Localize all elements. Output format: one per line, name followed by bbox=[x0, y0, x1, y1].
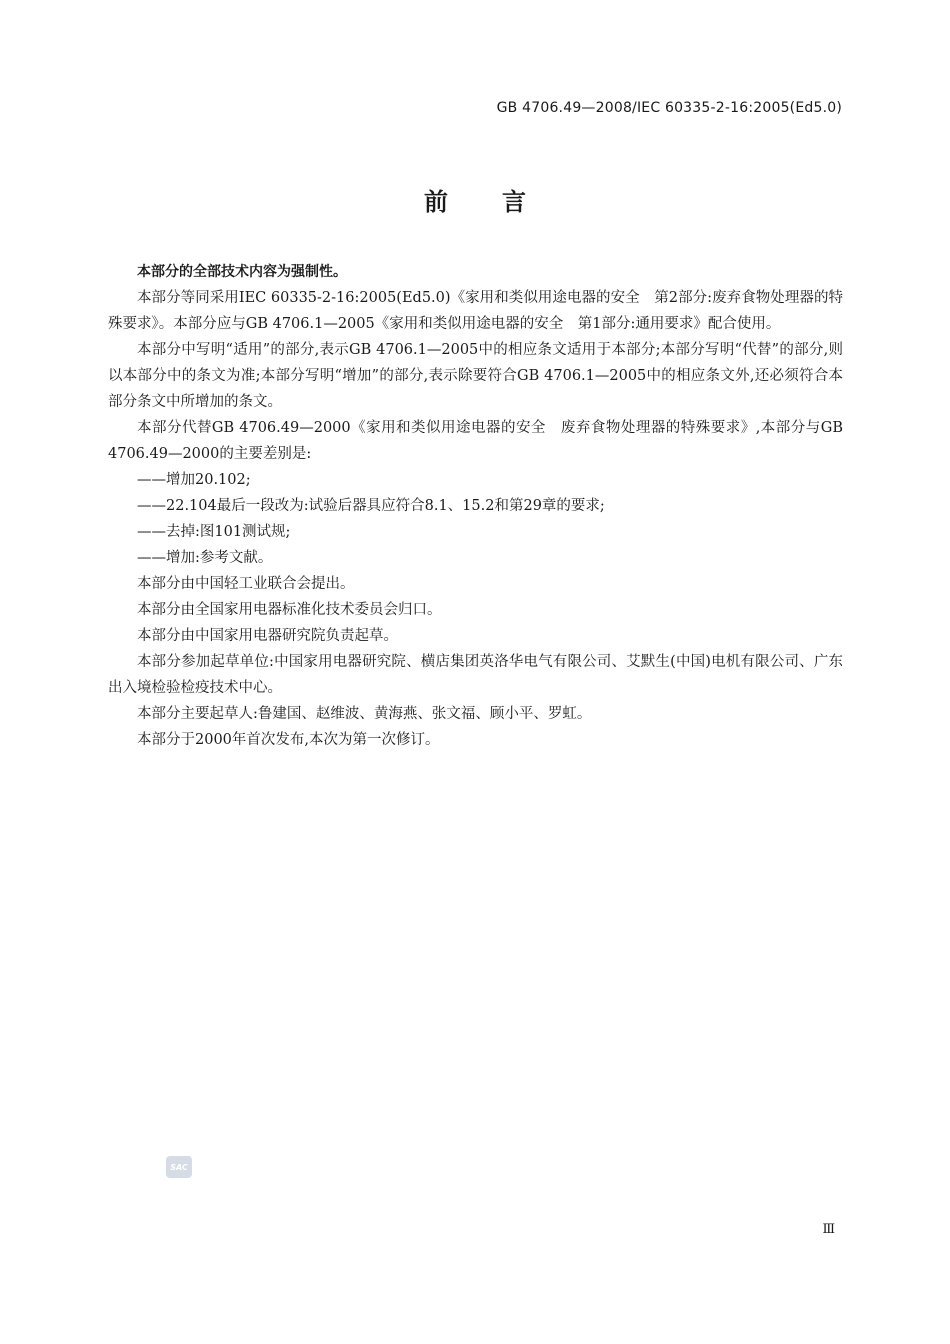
paragraph-proposed-by: 本部分由中国轻工业联合会提出。 bbox=[137, 576, 355, 592]
foreword-body bbox=[108, 259, 843, 753]
paragraph-participating-units: 本部分参加起草单位:中国家用电器研究院、横店集团英洛华电气有限公司、艾默生(中国)电机有限公司、广东出入境检验检疫技术中心。 bbox=[108, 654, 843, 696]
paragraph-centralized-by: 本部分由全国家用电器标准化技术委员会归口。 bbox=[137, 602, 442, 618]
change-item: ——增加20.102; bbox=[137, 472, 251, 488]
page-title: 前言 bbox=[424, 188, 580, 216]
page-number: Ⅲ bbox=[822, 1222, 835, 1237]
sac-logo-text: SAC bbox=[170, 1162, 188, 1172]
paragraph-drafted-by: 本部分由中国家用电器研究院负责起草。 bbox=[137, 628, 398, 644]
paragraph-main-drafters: 本部分主要起草人:鲁建国、赵维波、黄海燕、张文福、顾小平、罗虹。 bbox=[137, 706, 592, 722]
paragraph-replaces: 本部分代替GB 4706.49—2000《家用和类似用途电器的安全 废弃食物处理器的特殊要求》,本部分与GB 4706.49—2000的主要差别是: bbox=[108, 420, 843, 462]
sac-logo bbox=[166, 1156, 192, 1178]
paragraph-usage-rules: 本部分中写明“适用”的部分,表示GB 4706.1—2005中的相应条文适用于本部分;本部分写明“代替”的部分,则以本部分中的条文为准;本部分写明“增加”的部分,表示除要符合GB 4706.1—2005中的相应条文外,还必须符合本部分条文中所增加的条文。 bbox=[108, 342, 843, 410]
change-item: ——增加:参考文献。 bbox=[137, 550, 273, 566]
change-item: ——去掉:图101测试规; bbox=[137, 524, 291, 540]
change-item: ——22.104最后一段改为:试验后器具应符合8.1、15.2和第29章的要求; bbox=[137, 498, 605, 514]
paragraph-adoption: 本部分等同采用IEC 60335-2-16:2005(Ed5.0)《家用和类似用途电器的安全 第2部分:废弃食物处理器的特殊要求》。本部分应与GB 4706.1—2005《家用和类似用途电器的安全 第1部分:通用要求》配合使用。 bbox=[108, 290, 843, 332]
standard-number-header: GB 4706.49—2008/IEC 60335-2-16:2005(Ed5.0) bbox=[496, 100, 842, 116]
paragraph-release-history: 本部分于2000年首次发布,本次为第一次修订。 bbox=[137, 732, 440, 748]
mandatory-statement: 本部分的全部技术内容为强制性。 bbox=[137, 264, 347, 280]
